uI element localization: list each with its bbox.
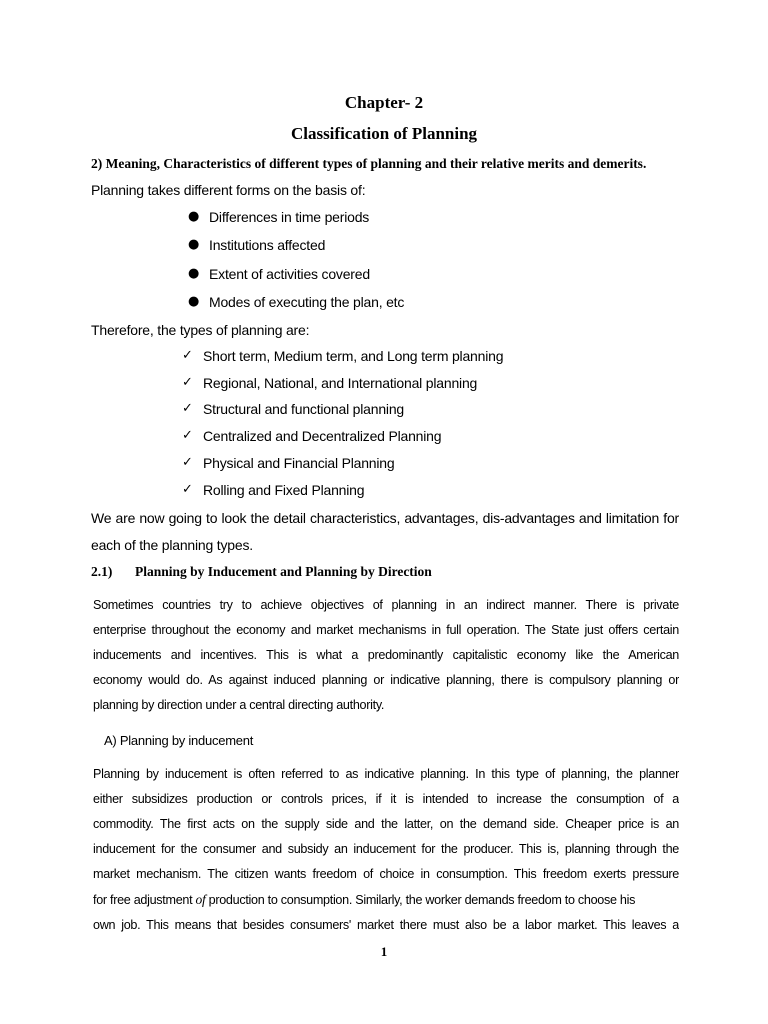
checkmark-icon: ✓ bbox=[182, 348, 193, 363]
section-heading: 2) Meaning, Characteristics of different types of planning and their relative merits and demerits. bbox=[91, 156, 647, 171]
bullet-icon: ● bbox=[188, 294, 200, 309]
list-item-text: Modes of executing the plan, etc bbox=[209, 294, 405, 310]
list-item-text: Physical and Financial Planning bbox=[203, 455, 395, 471]
paragraph-line: market mechanism. The citizen wants freedom of choice in consumption. This freedom exerts pressure bbox=[93, 867, 679, 881]
list-item-text: Differences in time periods bbox=[209, 209, 370, 225]
bullet-icon: ● bbox=[188, 209, 200, 224]
page-number: 1 bbox=[380, 944, 388, 959]
paragraph-line: inducements and incentives. This is what a predominantly capitalistic economy like the American bbox=[93, 648, 679, 662]
paragraph-indirect-planning bbox=[93, 593, 679, 718]
list-item-text: Centralized and Decentralized Planning bbox=[203, 428, 442, 444]
checkmark-icon: ✓ bbox=[182, 375, 193, 390]
chapter-title: Classification of Planning bbox=[290, 124, 478, 143]
detail-text-line: each of the planning types. bbox=[91, 537, 253, 553]
bullet-icon: ● bbox=[188, 237, 200, 252]
subsection-number: 2.1) bbox=[91, 564, 113, 579]
paragraph-line: Planning by inducement is often referred to as indicative planning. In this type of planning, the planner bbox=[93, 767, 679, 781]
checkmark-icon: ✓ bbox=[182, 455, 193, 470]
paragraph-line: commodity. The first acts on the supply side and the latter, on the demand side. Cheaper price is an bbox=[93, 817, 679, 831]
paragraph-line: economy would do. As against induced planning or indicative planning, there is compulsory planning or bbox=[93, 673, 679, 687]
paragraph-line: enterprise throughout the economy and market mechanisms in full operation. The State just offers certain bbox=[93, 623, 679, 637]
list-item-text: Institutions affected bbox=[209, 237, 326, 253]
italic-word: of bbox=[195, 892, 206, 907]
chapter-label: Chapter- 2 bbox=[344, 93, 424, 112]
bullet-icon: ● bbox=[188, 266, 200, 281]
paragraph-line: planning by direction under a central directing authority. bbox=[93, 698, 385, 712]
list-item-text: Structural and functional planning bbox=[203, 401, 405, 417]
types-intro-text: Therefore, the types of planning are: bbox=[91, 322, 310, 338]
text-run: production to consumption. Similarly, the worker demands freedom to choose his bbox=[208, 893, 636, 907]
list-item-text: Short term, Medium term, and Long term planning bbox=[203, 348, 504, 364]
paragraph-line: Sometimes countries try to achieve objectives of planning in an indirect manner. There is private bbox=[93, 598, 679, 612]
list-item-text: Rolling and Fixed Planning bbox=[203, 482, 365, 498]
checkmark-icon: ✓ bbox=[182, 428, 193, 443]
intro-text: Planning takes different forms on the basis of: bbox=[91, 182, 366, 198]
list-item-text: Extent of activities covered bbox=[209, 266, 370, 282]
paragraph-line: either subsidizes production or controls prices, if it is intended to increase the consumption of a bbox=[93, 792, 679, 806]
subsection-title: Planning by Inducement and Planning by Direction bbox=[135, 564, 432, 579]
paragraph-planning-by-inducement bbox=[93, 762, 679, 938]
text-run: for free adjustment bbox=[93, 893, 193, 907]
checkmark-icon: ✓ bbox=[182, 401, 193, 416]
checkmark-icon: ✓ bbox=[182, 482, 193, 497]
detail-text-line: We are now going to look the detail characteristics, advantages, dis-advantages and limitation for bbox=[91, 510, 679, 526]
paragraph-line: own job. This means that besides consumers' market there must also be a labor market. This leaves a bbox=[93, 918, 679, 932]
subheading-a: A) Planning by inducement bbox=[104, 733, 254, 748]
list-item-text: Regional, National, and International planning bbox=[203, 375, 478, 391]
paragraph-line bbox=[93, 887, 679, 913]
paragraph-line: inducement for the consumer and subsidy an inducement for the producer. This is, planning through the bbox=[93, 842, 679, 856]
